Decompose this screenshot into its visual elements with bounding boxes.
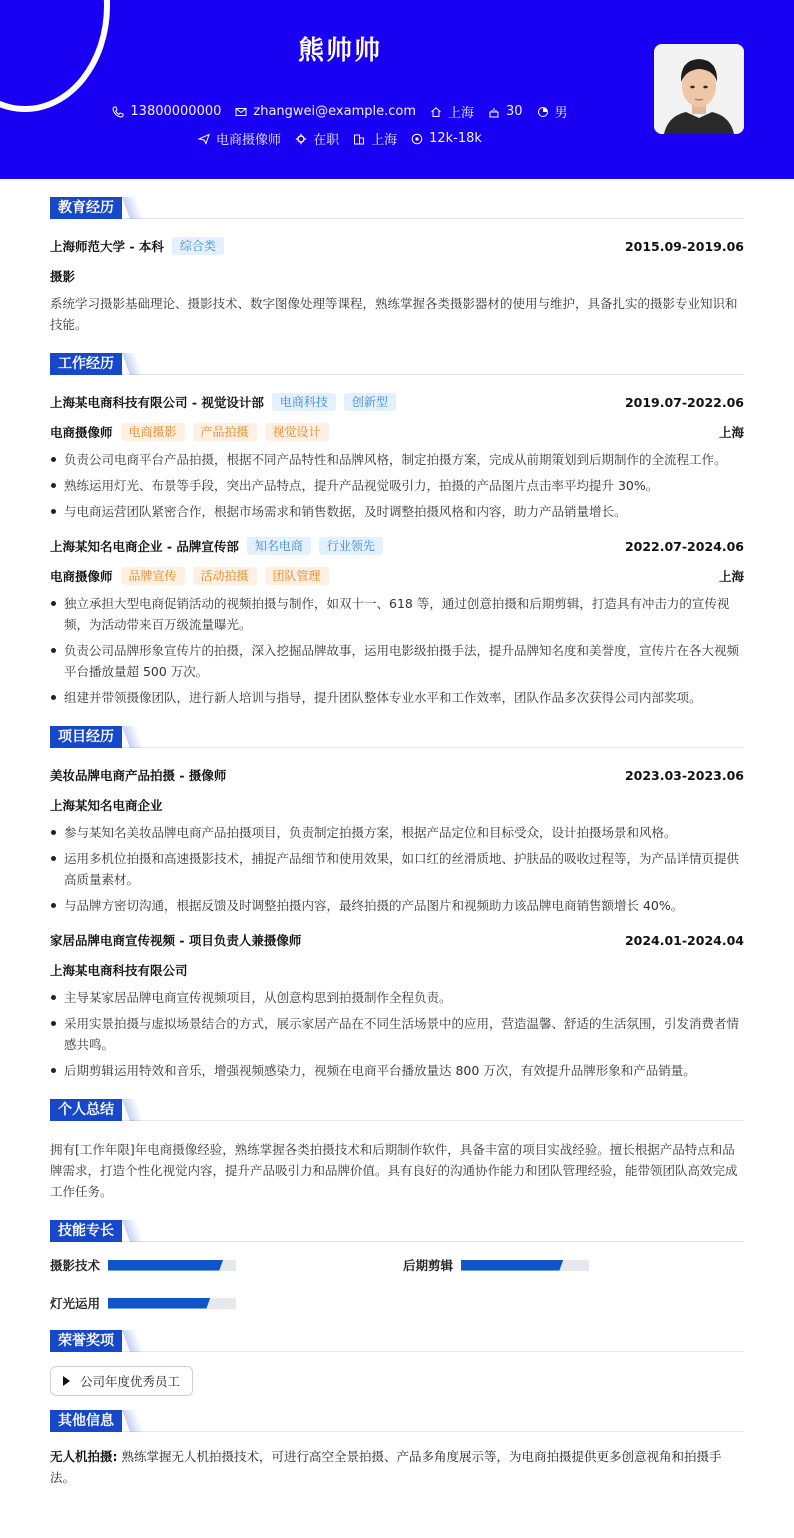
company-tag: 创新型	[344, 393, 396, 411]
work-date: 2022.07-2024.06	[624, 538, 744, 554]
section-work	[50, 353, 744, 375]
skill-name: 灯光运用	[50, 1296, 101, 1311]
skill-name: 摄影技术	[50, 1258, 101, 1273]
major-row	[50, 261, 744, 291]
project-bullets	[50, 987, 744, 1081]
status-text: 在职	[313, 133, 340, 148]
email-icon	[235, 106, 247, 118]
work-city: 上海	[718, 425, 744, 440]
title-decoration	[122, 726, 144, 748]
skill-tag: 品牌宣传	[121, 567, 185, 585]
project-org-row	[50, 790, 744, 820]
work-entry-header	[50, 531, 744, 561]
contact-row	[0, 102, 680, 121]
section-awards	[50, 1330, 744, 1352]
section-projects	[50, 726, 744, 748]
list-item: 独立承担大型电商促销活动的视频拍摄与制作，如双十一、618 等，通过创意拍摄和后期剪辑，打造具有冲击力的宣传视频，为活动带来百万级流量曝光。	[50, 593, 744, 635]
resume-body	[50, 179, 744, 1488]
section-other	[50, 1410, 744, 1432]
award-name: 公司年度优秀员工	[80, 1374, 181, 1389]
project-name: 美妆品牌电商产品拍摄 - 摄像师	[50, 768, 227, 783]
project-org-row	[50, 955, 744, 985]
other-label: 无人机拍摄:	[50, 1449, 118, 1464]
email-text: zhangwei@example.com	[253, 104, 417, 119]
phone-item	[112, 102, 221, 121]
city-text: 上海	[448, 106, 475, 121]
company-name: 上海某电商科技有限公司 - 视觉设计部	[50, 395, 264, 410]
building-icon	[353, 133, 365, 145]
title-decoration	[122, 1220, 144, 1242]
candidate-name: 熊帅帅	[297, 36, 382, 66]
school-tag: 综合类	[172, 237, 224, 255]
school-name: 上海师范大学 - 本科	[50, 239, 164, 254]
project-org: 上海某知名电商企业	[50, 798, 163, 813]
portrait-image	[654, 44, 744, 134]
company-tag: 电商科技	[272, 393, 336, 411]
skill-tag: 团队管理	[265, 567, 329, 585]
salary-item	[411, 129, 482, 148]
list-item: 主导某家居品牌电商宣传视频项目，从创意构思到拍摄制作全程负责。	[50, 987, 744, 1008]
job-role: 电商摄像师	[50, 569, 113, 584]
work-date: 2019.07-2022.06	[624, 394, 744, 410]
section-title: 教育经历	[50, 197, 122, 219]
section-title: 技能专长	[50, 1220, 122, 1242]
other-text: 熟练掌握无人机拍摄技术，可进行高空全景拍摄、产品多角度展示等，为电商拍摄提供更多创意视角和拍摄手法。	[50, 1449, 722, 1485]
skill-name: 后期剪辑	[403, 1258, 454, 1273]
list-item: 熟练运用灯光、布景等手段，突出产品特点，提升产品视觉吸引力，拍摄的产品图片点击率平均提升 30%。	[50, 475, 744, 496]
section-education	[50, 197, 744, 219]
skill-tag: 电商摄影	[121, 423, 185, 441]
resume-header	[0, 0, 794, 179]
list-item: 采用实景拍摄与虚拟场景结合的方式，展示家居产品在不同生活场景中的应用，营造温馨、舒适的生活氛围，引发消费者情感共鸣。	[50, 1013, 744, 1055]
skills-grid	[50, 1256, 744, 1312]
project-bullets	[50, 822, 744, 916]
status-item	[295, 129, 339, 148]
skill-bar-fill	[108, 1260, 223, 1271]
other-info	[50, 1446, 744, 1488]
skill-tag: 活动拍摄	[193, 567, 257, 585]
salary-text: 12k-18k	[429, 131, 482, 146]
section-title: 工作经历	[50, 353, 122, 375]
company-tag: 知名电商	[247, 537, 311, 555]
project-entry-header	[50, 925, 744, 955]
section-skills	[50, 1220, 744, 1242]
target-city-item	[353, 129, 397, 148]
skill-tag: 产品拍摄	[193, 423, 257, 441]
title-decoration	[122, 353, 144, 375]
work-role-row	[50, 561, 744, 591]
skill-bar-fill	[108, 1298, 210, 1309]
list-item: 负责公司品牌形象宣传片的拍摄，深入挖掘品牌故事，运用电影级拍摄手法，提升品牌知名度和美誉度，宣传片在各大视频平台播放量超 500 万次。	[50, 640, 744, 682]
project-date: 2024.01-2024.04	[624, 932, 744, 948]
list-item: 后期剪辑运用特效和音乐，增强视频感染力，视频在电商平台播放量达 800 万次，有效提升品牌形象和产品销量。	[50, 1060, 744, 1081]
target-city-text: 上海	[371, 133, 398, 148]
work-entry-header	[50, 387, 744, 417]
gender-icon	[537, 106, 549, 118]
list-item: 负责公司电商平台产品拍摄，根据不同产品特性和品牌风格，制定拍摄方案，完成从前期策划到后期制作的全流程工作。	[50, 449, 744, 470]
work-bullets	[50, 449, 744, 522]
education-description: 系统学习摄影基础理论、摄影技术、数字图像处理等课程，熟练掌握各类摄影器材的使用与维护，具备扎实的摄影专业知识和技能。	[50, 296, 738, 332]
skill-item	[403, 1256, 744, 1274]
skill-bar	[108, 1260, 236, 1271]
project-name: 家居品牌电商宣传视频 - 项目负责人兼摄像师	[50, 933, 302, 948]
major-name: 摄影	[50, 269, 76, 284]
project-org: 上海某电商科技有限公司	[50, 963, 188, 978]
section-title: 荣誉奖项	[50, 1330, 122, 1352]
summary-text: 拥有[工作年限]年电商摄像经验，熟练掌握各类拍摄技术和后期制作软件，具备丰富的项目实战经验。擅长根据产品特点和品牌需求，打造个性化视觉内容，提升产品吸引力和品牌价值。具有良好的沟通协作能力和团队管理经验，能带领团队高效完成工作任务。	[50, 1142, 738, 1199]
section-title: 个人总结	[50, 1099, 122, 1121]
home-icon	[430, 106, 442, 118]
skill-bar-fill	[461, 1260, 563, 1271]
phone-text: 13800000000	[130, 104, 222, 119]
city-item	[430, 102, 474, 121]
gender-item	[537, 102, 568, 121]
money-icon	[411, 133, 423, 145]
list-item: 运用多机位拍摄和高速摄影技术，捕捉产品细节和使用效果，如口红的丝滑质地、护肤品的吸收过程等，为产品详情页提供高质量素材。	[50, 848, 744, 890]
title-decoration	[122, 1410, 144, 1432]
play-icon	[63, 1376, 70, 1386]
avatar-photo	[654, 44, 744, 134]
work-bullets	[50, 593, 744, 708]
cake-icon	[488, 106, 500, 118]
position-text: 电商摄像师	[216, 133, 282, 148]
list-item: 组建并带领摄像团队，进行新人培训与指导，提升团队整体专业水平和工作效率，团队作品多次获得公司内部奖项。	[50, 687, 744, 708]
gear-icon	[295, 133, 307, 145]
project-entry-header	[50, 760, 744, 790]
gender-text: 男	[554, 106, 568, 121]
skill-bar	[461, 1260, 589, 1271]
company-name: 上海某知名电商企业 - 品牌宣传部	[50, 539, 239, 554]
work-role-row	[50, 417, 744, 447]
education-date: 2015.09-2019.06	[624, 238, 744, 254]
job-intention-row	[0, 129, 680, 148]
send-icon	[198, 133, 210, 145]
title-decoration	[122, 1330, 144, 1352]
section-summary	[50, 1099, 744, 1121]
skill-tag: 视觉设计	[265, 423, 329, 441]
project-date: 2023.03-2023.06	[624, 767, 744, 783]
title-decoration	[122, 197, 144, 219]
list-item: 参与某知名美妆品牌电商产品拍摄项目，负责制定拍摄方案，根据产品定位和目标受众，设计拍摄场景和风格。	[50, 822, 744, 843]
section-title: 其他信息	[50, 1410, 122, 1432]
phone-icon	[112, 106, 124, 118]
list-item: 与电商运营团队紧密合作，根据市场需求和销售数据，及时调整拍摄风格和内容，助力产品销量增长。	[50, 501, 744, 522]
position-item	[198, 129, 281, 148]
age-item	[488, 102, 523, 121]
company-tag: 行业领先	[319, 537, 383, 555]
section-title: 项目经历	[50, 726, 122, 748]
age-text: 30	[506, 104, 523, 119]
list-item: 与品牌方密切沟通，根据反馈及时调整拍摄内容，最终拍摄的产品图片和视频助力该品牌电商销售额增长 40%。	[50, 895, 744, 916]
work-city: 上海	[718, 569, 744, 584]
job-role: 电商摄像师	[50, 425, 113, 440]
skill-item	[50, 1294, 403, 1312]
skill-bar	[108, 1298, 236, 1309]
email-item	[235, 102, 416, 121]
award-item	[50, 1366, 193, 1396]
title-decoration	[122, 1099, 144, 1121]
education-entry	[50, 231, 744, 261]
skill-item	[50, 1256, 403, 1274]
